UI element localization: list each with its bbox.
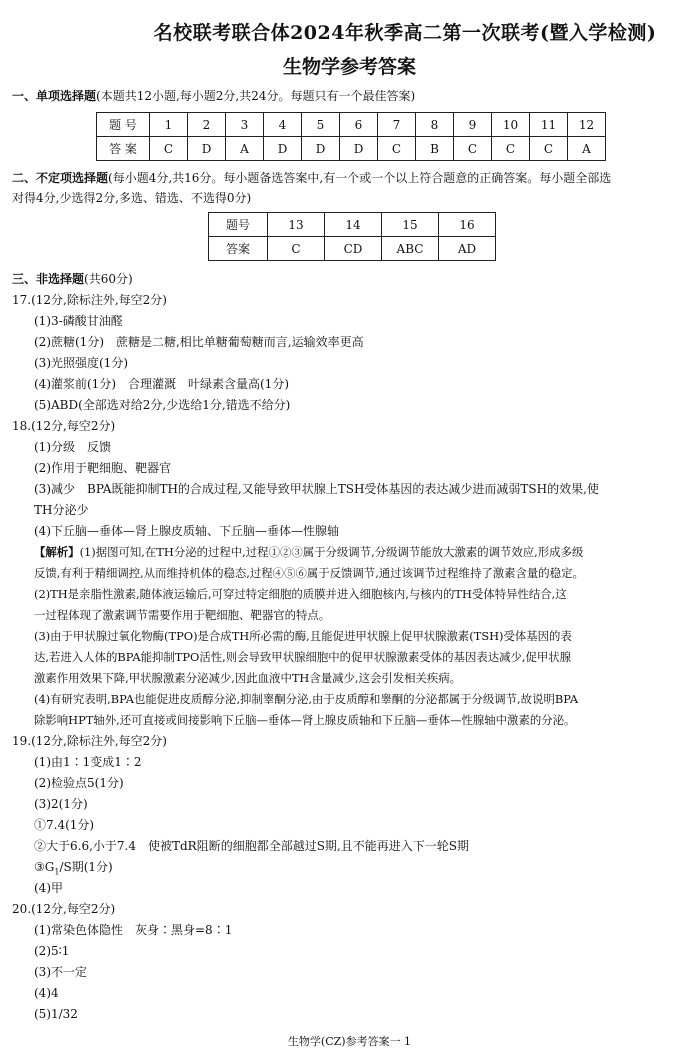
q17-answer-line: (4)灌浆前(1分) 合理灌溉 叶绿素含量高(1分) [34,377,289,391]
section3-heading: 三、非选择题 [12,272,85,286]
section1-heading: 一、单项选择题 [12,89,97,103]
q17-answer-line: (5)ABD(全部选对给2分,少选给1分,错选不给分) [34,398,291,412]
q18-analysis-line: (2)TH是亲脂性激素,随体液运输后,可穿过特定细胞的质膜并进入细胞核内,与核内的TH受体特异性结合,这 [34,587,567,601]
section1-header [12,88,415,104]
question-number: 10 [492,113,530,137]
answer-cell: C [454,137,492,161]
question-number: 14 [325,213,382,237]
analysis-text: (1)据图可知,在TH分泌的过程中,过程①②③属于分级调节,分级调节能放大激素的调节效应,形成多级 [79,545,584,559]
page-footer: 生物学(CZ)参考答案一 1 [287,1035,412,1048]
section3-note: (共60分) [84,272,133,286]
answer-cell: D [188,137,226,161]
section2-header [12,170,611,186]
answer-cell: B [416,137,454,161]
question-number: 5 [302,113,340,137]
row-label-question: 题号 [209,213,268,237]
q18-analysis-line: 一过程体现了激素调节需要作用于靶细胞、靶器官的特点。 [34,608,331,622]
table-row [209,213,496,237]
q19-answer-line: ①7.4(1分) [34,818,95,832]
question-number: 2 [188,113,226,137]
q18-analysis-line: 除影响HPT轴外,还可直接或间接影响下丘脑—垂体—肾上腺皮质轴和下丘脑—垂体—性腺轴中激素的分泌。 [34,713,576,727]
q18-title: 18.(12分,每空2分) [12,419,116,433]
q20-answer-line: (1)常染色体隐性 灰身∶黑身=8∶1 [34,923,233,937]
q19-answer-line: (2)检验点5(1分) [34,776,124,790]
row-label-answer: 答案 [209,237,268,261]
q18-answer-line: (1)分级 反馈 [34,440,111,454]
answer-cell: D [340,137,378,161]
answer-cell: C [378,137,416,161]
q19-line6-pre: ③G [34,860,55,874]
section1-note: (本题共12小题,每小题2分,共24分。每题只有一个最佳答案) [96,89,416,103]
q18-analysis-line: (4)有研究表明,BPA也能促进皮质醇分泌,抑制睾酮分泌,由于皮质醇和睾酮的分泌都属于分级调节,故说明BPA [34,692,579,706]
answer-cell: D [302,137,340,161]
q18-analysis-line: 激素作用效果下降,甲状腺激素分泌减少,因此血液中TH含量减少,这会引发相关疾病。 [34,671,462,685]
q20-title: 20.(12分,每空2分) [12,902,116,916]
q17-answer-line: (1)3-磷酸甘油醛 [34,314,123,328]
q18-answer-line: (3)减少 BPA既能抑制TH的合成过程,又能导致甲状腺上TSH受体基因的表达减少进而减弱TSH的效果,使 [34,482,599,496]
q19-line6-sub: 1 [54,867,60,877]
exam-title: 名校联考联合体2024年秋季高二第一次联考(暨入学检测) [153,22,657,44]
question-number: 16 [439,213,496,237]
answer-cell: D [264,137,302,161]
question-number: 7 [378,113,416,137]
row-label-question: 题 号 [97,113,150,137]
table-row [209,237,496,261]
answer-cell: CD [325,237,382,261]
answer-cell: A [568,137,606,161]
q18-analysis-line: 反馈,有利于精细调控,从而维持机体的稳态,过程④⑤⑥属于反馈调节,通过该调节过程维持了激素含量的稳定。 [34,566,584,580]
q18-analysis-line: (3)由于甲状腺过氧化物酶(TPO)是合成TH所必需的酶,且能促进甲状腺上促甲状腺激素(TSH)受体基因的表 [34,629,572,643]
q19-title: 19.(12分,除标注外,每空2分) [12,734,167,748]
section3-header [12,271,133,287]
q20-answer-line: (3)不一定 [34,965,87,979]
q18-analysis-line [34,544,583,560]
question-number: 4 [264,113,302,137]
table-row [97,113,606,137]
q19-answer-line: ②大于6.6,小于7.4 使被TdR阻断的细胞都全部越过S期,且不能再进入下一轮S期 [34,839,469,853]
question-number: 9 [454,113,492,137]
q17-title: 17.(12分,除标注外,每空2分) [12,293,167,307]
q18-answer-line: (4)下丘脑—垂体—肾上腺皮质轴、下丘脑—垂体—性腺轴 [34,524,339,538]
question-number: 11 [530,113,568,137]
answer-cell: A [226,137,264,161]
q19-line6-post: /S期(1分) [59,860,113,874]
q18-answer-line: TH分泌少 [34,503,89,517]
answer-cell: C [492,137,530,161]
answer-key-title: 生物学参考答案 [282,56,416,78]
question-number: 15 [382,213,439,237]
analysis-label: 【解析】 [34,545,80,559]
q18-answer-line: (2)作用于靶细胞、靶器官 [34,461,171,475]
answer-cell: ABC [382,237,439,261]
answer-cell: C [268,237,325,261]
question-number: 1 [150,113,188,137]
q20-answer-line: (5)1/32 [34,1007,78,1021]
answer-cell: AD [439,237,496,261]
table-row [97,137,606,161]
q18-analysis-line: 达,若进入人体的BPA能抑制TPO活性,则会导致甲状腺细胞中的促甲状腺激素受体的基因表达减少,促甲状腺 [34,650,572,664]
question-number: 13 [268,213,325,237]
section2-heading: 二、不定项选择题 [12,171,109,185]
q19-answer-line: (3)2(1分) [34,797,88,811]
question-number: 8 [416,113,454,137]
q20-answer-line: (4)4 [34,986,59,1000]
section2-note: (每小题4分,共16分。每小题备选答案中,有一个或一个以上符合题意的正确答案。每小题全部选 [108,171,612,185]
question-number: 3 [226,113,264,137]
answer-cell: C [530,137,568,161]
q19-answer-line [34,859,113,880]
section2-note-continued: 对得4分,少选得2分,多选、错选、不选得0分) [12,191,252,205]
answer-cell: C [150,137,188,161]
multiple-choice-answer-table [208,212,496,261]
single-choice-answer-table [96,112,606,161]
q19-answer-line: (4)甲 [34,881,63,895]
q20-answer-line: (2)5∶1 [34,944,70,958]
question-number: 12 [568,113,606,137]
q17-answer-line: (2)蔗糖(1分) 蔗糖是二糖,相比单糖葡萄糖而言,运输效率更高 [34,335,364,349]
question-number: 6 [340,113,378,137]
q17-answer-line: (3)光照强度(1分) [34,356,128,370]
row-label-answer: 答 案 [97,137,150,161]
q19-answer-line: (1)由1∶1变成1∶2 [34,755,142,769]
